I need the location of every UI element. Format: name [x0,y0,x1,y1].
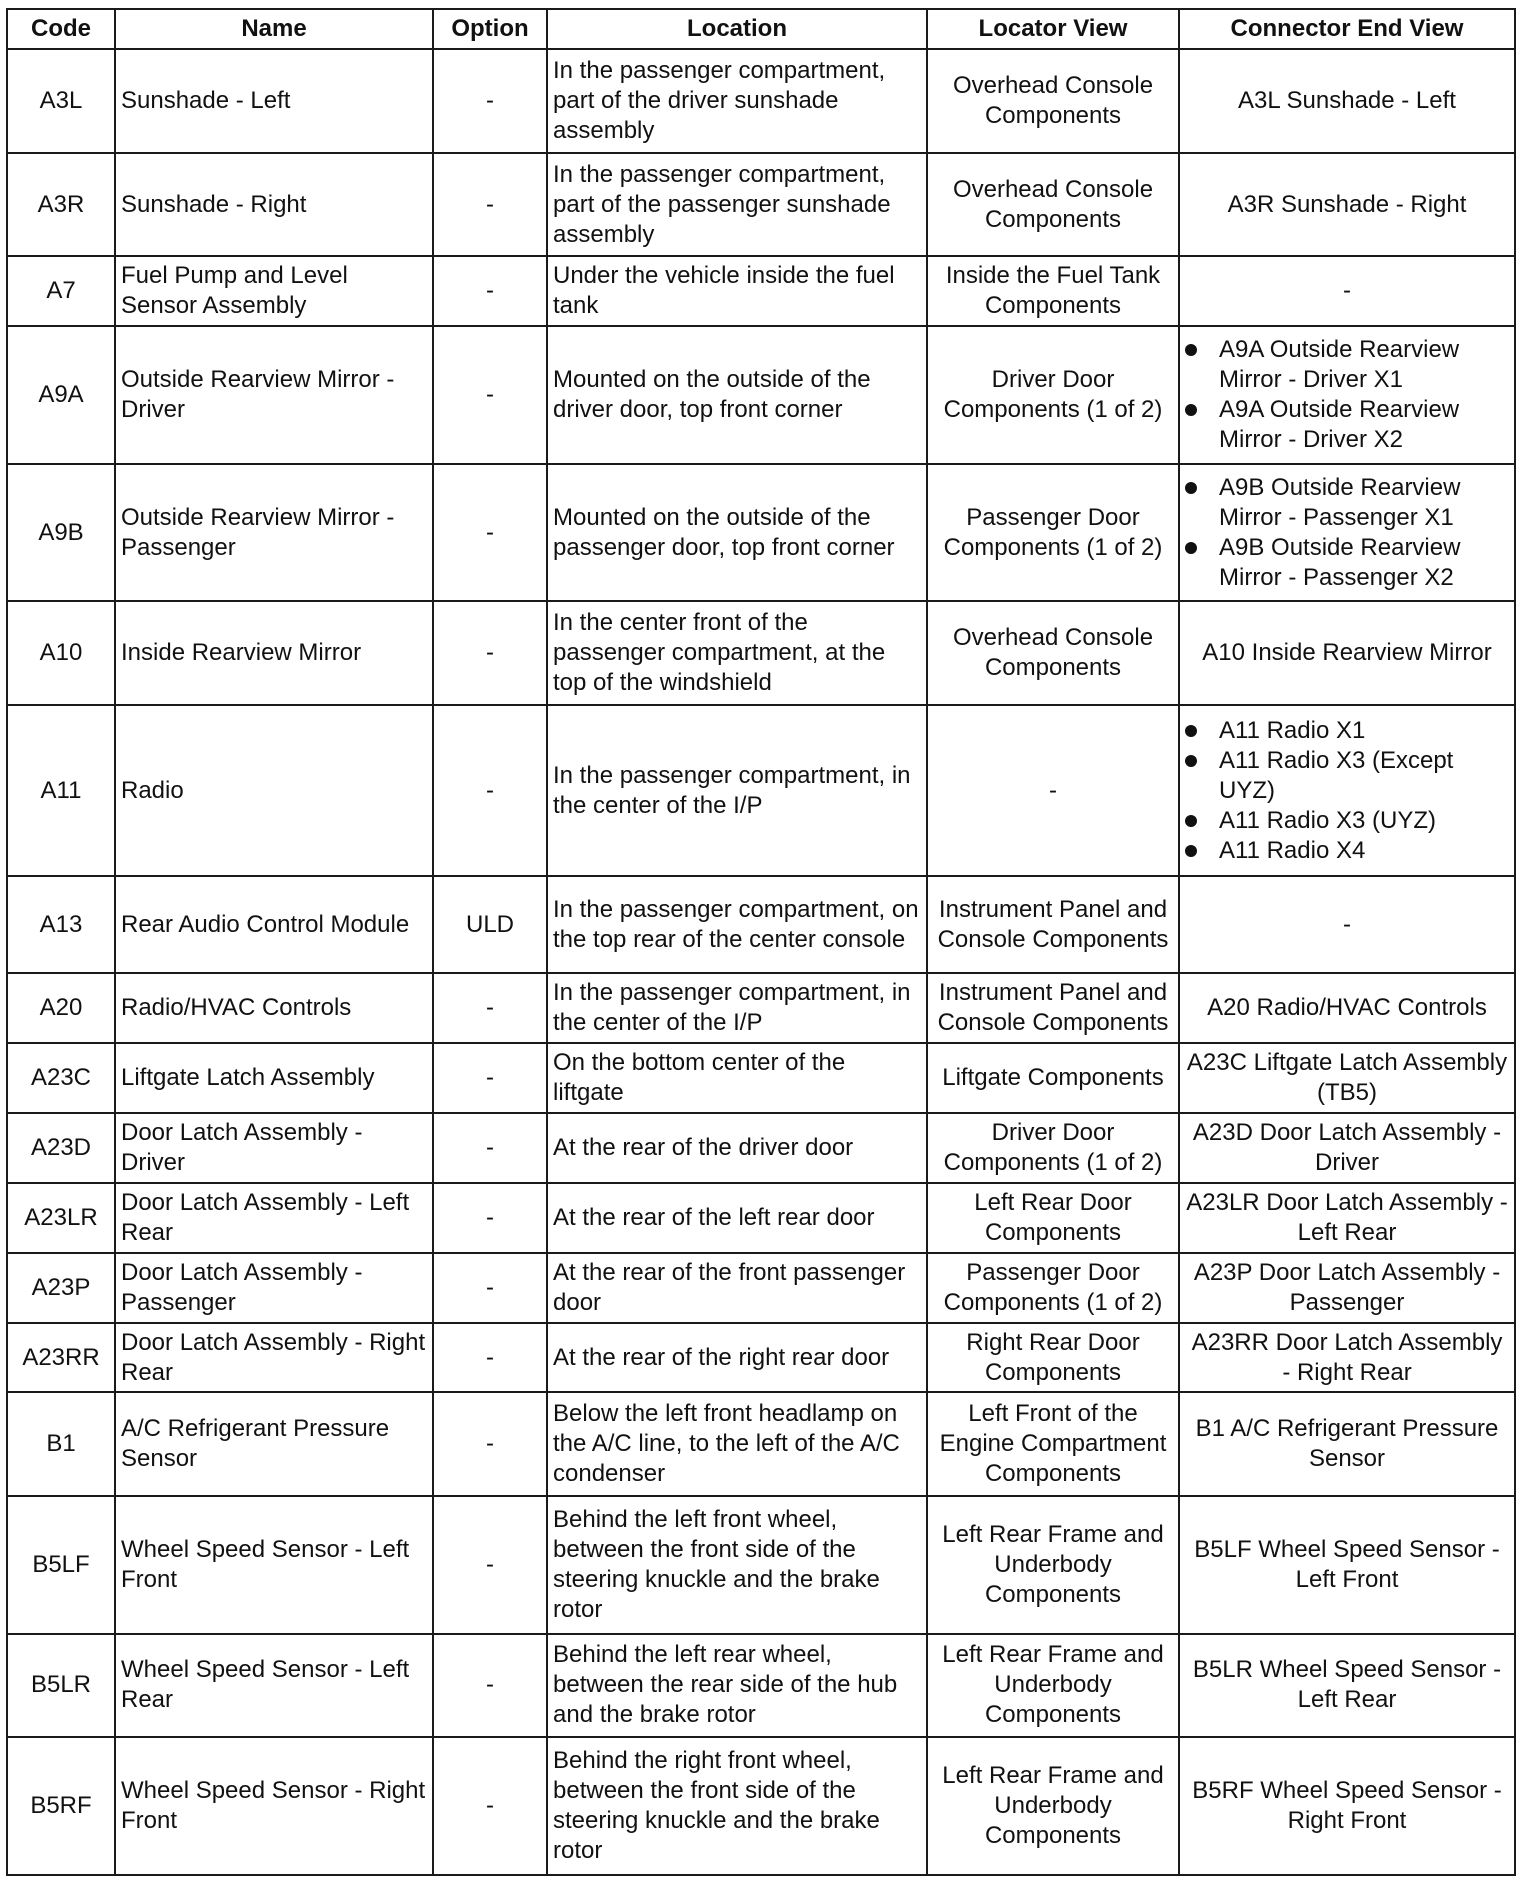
cell-name: Liftgate Latch Assembly [115,1043,433,1113]
connector-list [1185,473,1509,593]
cell-code: A23P [7,1253,115,1323]
header-code: Code [7,9,115,49]
bullet-icon [1185,815,1197,827]
cell-locator-view: - [927,705,1179,876]
cell-code: A23RR [7,1323,115,1393]
cell-code: B5LR [7,1634,115,1738]
table-body [7,49,1515,1875]
header-locator-view: Locator View [927,9,1179,49]
header-location: Location [547,9,927,49]
cell-locator-view: Left Rear Door Components [927,1183,1179,1253]
cell-connector-end-view: B5LF Wheel Speed Sensor - Left Front [1179,1496,1515,1634]
cell-locator-view: Inside the Fuel Tank Components [927,256,1179,326]
cell-code: A9A [7,326,115,464]
connector-table [6,8,1516,1876]
connector-list-item-label: A11 Radio X3 (Except UYZ) [1219,746,1454,804]
cell-option: - [433,973,547,1043]
cell-connector-end-view: B5LR Wheel Speed Sensor - Left Rear [1179,1634,1515,1738]
cell-name: Fuel Pump and Level Sensor Assembly [115,256,433,326]
cell-location: In the passenger compartment, in the center of the I/P [547,973,927,1043]
cell-connector-end-view: A23LR Door Latch Assembly - Left Rear [1179,1183,1515,1253]
cell-name: Door Latch Assembly - Left Rear [115,1183,433,1253]
cell-code: A10 [7,601,115,705]
connector-list-item [1185,746,1509,806]
header-name: Name [115,9,433,49]
cell-location: Below the left front headlamp on the A/C line, to the left of the A/C condenser [547,1392,927,1496]
cell-option: - [433,601,547,705]
cell-locator-view: Right Rear Door Components [927,1323,1179,1393]
table-row [7,1634,1515,1738]
cell-name: A/C Refrigerant Pressure Sensor [115,1392,433,1496]
cell-option: - [433,464,547,602]
cell-code: A3R [7,153,115,257]
cell-locator-view: Liftgate Components [927,1043,1179,1113]
cell-name: Radio [115,705,433,876]
cell-option: - [433,705,547,876]
cell-name: Outside Rearview Mirror - Driver [115,326,433,464]
table-row [7,1392,1515,1496]
cell-name: Inside Rearview Mirror [115,601,433,705]
connector-document-page [6,8,1514,1876]
table-row [7,1183,1515,1253]
cell-locator-view: Passenger Door Components (1 of 2) [927,1253,1179,1323]
table-row [7,1496,1515,1634]
cell-name: Door Latch Assembly - Driver [115,1113,433,1183]
connector-list-item-label: A9B Outside Rearview Mirror - Passenger X2 [1219,533,1461,591]
cell-code: A3L [7,49,115,153]
cell-option: - [433,1183,547,1253]
cell-code: B5LF [7,1496,115,1634]
cell-connector-end-view: A3L Sunshade - Left [1179,49,1515,153]
cell-option: - [433,1392,547,1496]
cell-code: A11 [7,705,115,876]
table-row [7,1113,1515,1183]
cell-code: A20 [7,973,115,1043]
cell-code: A7 [7,256,115,326]
cell-location: Mounted on the outside of the driver door, top front corner [547,326,927,464]
bullet-icon [1185,482,1197,494]
table-row [7,49,1515,153]
connector-list-item [1185,395,1509,455]
cell-location: At the rear of the left rear door [547,1183,927,1253]
table-row [7,601,1515,705]
bullet-icon [1185,344,1197,356]
cell-connector-end-view [1179,705,1515,876]
connector-list [1185,335,1509,455]
cell-location: In the passenger compartment, part of the passenger sunshade assembly [547,153,927,257]
cell-name: Door Latch Assembly - Passenger [115,1253,433,1323]
cell-name: Wheel Speed Sensor - Right Front [115,1737,433,1875]
cell-locator-view: Left Front of the Engine Compartment Components [927,1392,1179,1496]
cell-location: On the bottom center of the liftgate [547,1043,927,1113]
connector-list-item-label: A9A Outside Rearview Mirror - Driver X1 [1219,336,1460,393]
cell-locator-view: Left Rear Frame and Underbody Components [927,1496,1179,1634]
cell-locator-view: Driver Door Components (1 of 2) [927,1113,1179,1183]
cell-locator-view: Overhead Console Components [927,153,1179,257]
cell-location: At the rear of the front passenger door [547,1253,927,1323]
connector-list-item-label: A9A Outside Rearview Mirror - Driver X2 [1219,396,1460,453]
cell-location: In the passenger compartment, in the center of the I/P [547,705,927,876]
table-row [7,705,1515,876]
cell-option: - [433,1496,547,1634]
cell-location: Behind the left rear wheel, between the rear side of the hub and the brake rotor [547,1634,927,1738]
cell-option: - [433,1634,547,1738]
cell-locator-view: Instrument Panel and Console Components [927,973,1179,1043]
connector-list-item [1185,533,1509,593]
connector-list-item-label: A11 Radio X1 [1219,716,1366,744]
cell-option: - [433,1253,547,1323]
cell-connector-end-view: A20 Radio/HVAC Controls [1179,973,1515,1043]
connector-list-item [1185,806,1509,836]
bullet-icon [1185,542,1197,554]
connector-list-item [1185,716,1509,746]
cell-connector-end-view: A3R Sunshade - Right [1179,153,1515,257]
cell-option: - [433,1323,547,1393]
header-option: Option [433,9,547,49]
cell-location: At the rear of the right rear door [547,1323,927,1393]
cell-location: Behind the left front wheel, between the front side of the steering knuckle and the brake rotor [547,1496,927,1634]
cell-code: A23C [7,1043,115,1113]
table-row [7,464,1515,602]
cell-connector-end-view: B5RF Wheel Speed Sensor - Right Front [1179,1737,1515,1875]
connector-list-item-label: A11 Radio X3 (UYZ) [1219,806,1436,834]
cell-code: A9B [7,464,115,602]
cell-code: B5RF [7,1737,115,1875]
cell-option: - [433,49,547,153]
cell-connector-end-view [1179,464,1515,602]
cell-connector-end-view: A23P Door Latch Assembly - Passenger [1179,1253,1515,1323]
table-header-row [7,9,1515,49]
table-row [7,1253,1515,1323]
cell-locator-view: Driver Door Components (1 of 2) [927,326,1179,464]
cell-option: ULD [433,876,547,973]
cell-name: Sunshade - Left [115,49,433,153]
cell-name: Wheel Speed Sensor - Left Rear [115,1634,433,1738]
cell-connector-end-view: B1 A/C Refrigerant Pressure Sensor [1179,1392,1515,1496]
cell-connector-end-view: A23RR Door Latch Assembly - Right Rear [1179,1323,1515,1393]
cell-option: - [433,326,547,464]
cell-location: Mounted on the outside of the passenger door, top front corner [547,464,927,602]
bullet-icon [1185,725,1197,737]
cell-option: - [433,256,547,326]
cell-code: A23LR [7,1183,115,1253]
bullet-icon [1185,755,1197,767]
cell-connector-end-view [1179,326,1515,464]
header-connector-end-view: Connector End View [1179,9,1515,49]
connector-list-item [1185,335,1509,395]
cell-locator-view: Left Rear Frame and Underbody Components [927,1737,1179,1875]
connector-list-item-label: A9B Outside Rearview Mirror - Passenger X1 [1219,473,1461,531]
bullet-icon [1185,404,1197,416]
cell-locator-view: Left Rear Frame and Underbody Components [927,1634,1179,1738]
table-row [7,153,1515,257]
cell-location: At the rear of the driver door [547,1113,927,1183]
cell-location: In the center front of the passenger compartment, at the top of the windshield [547,601,927,705]
cell-locator-view: Instrument Panel and Console Components [927,876,1179,973]
cell-location: In the passenger compartment, part of the driver sunshade assembly [547,49,927,153]
table-row [7,256,1515,326]
cell-option: - [433,1113,547,1183]
cell-location: Behind the right front wheel, between the front side of the steering knuckle and the brake rotor [547,1737,927,1875]
connector-list [1185,716,1509,866]
connector-list-item-label: A11 Radio X4 [1219,836,1366,864]
table-row [7,876,1515,973]
cell-locator-view: Passenger Door Components (1 of 2) [927,464,1179,602]
cell-name: Radio/HVAC Controls [115,973,433,1043]
table-row [7,1737,1515,1875]
cell-connector-end-view: - [1179,256,1515,326]
cell-name: Sunshade - Right [115,153,433,257]
cell-option: - [433,153,547,257]
cell-connector-end-view: A10 Inside Rearview Mirror [1179,601,1515,705]
cell-name: Rear Audio Control Module [115,876,433,973]
table-row [7,1323,1515,1393]
cell-locator-view: Overhead Console Components [927,49,1179,153]
connector-list-item [1185,836,1509,866]
cell-location: Under the vehicle inside the fuel tank [547,256,927,326]
cell-connector-end-view: A23D Door Latch Assembly - Driver [1179,1113,1515,1183]
table-row [7,326,1515,464]
cell-code: A23D [7,1113,115,1183]
cell-name: Outside Rearview Mirror - Passenger [115,464,433,602]
cell-connector-end-view: A23C Liftgate Latch Assembly (TB5) [1179,1043,1515,1113]
table-row [7,973,1515,1043]
cell-name: Wheel Speed Sensor - Left Front [115,1496,433,1634]
cell-option: - [433,1737,547,1875]
table-row [7,1043,1515,1113]
cell-code: B1 [7,1392,115,1496]
cell-location: In the passenger compartment, on the top rear of the center console [547,876,927,973]
bullet-icon [1185,845,1197,857]
cell-name: Door Latch Assembly - Right Rear [115,1323,433,1393]
cell-locator-view: Overhead Console Components [927,601,1179,705]
cell-option: - [433,1043,547,1113]
cell-code: A13 [7,876,115,973]
cell-connector-end-view: - [1179,876,1515,973]
connector-list-item [1185,473,1509,533]
